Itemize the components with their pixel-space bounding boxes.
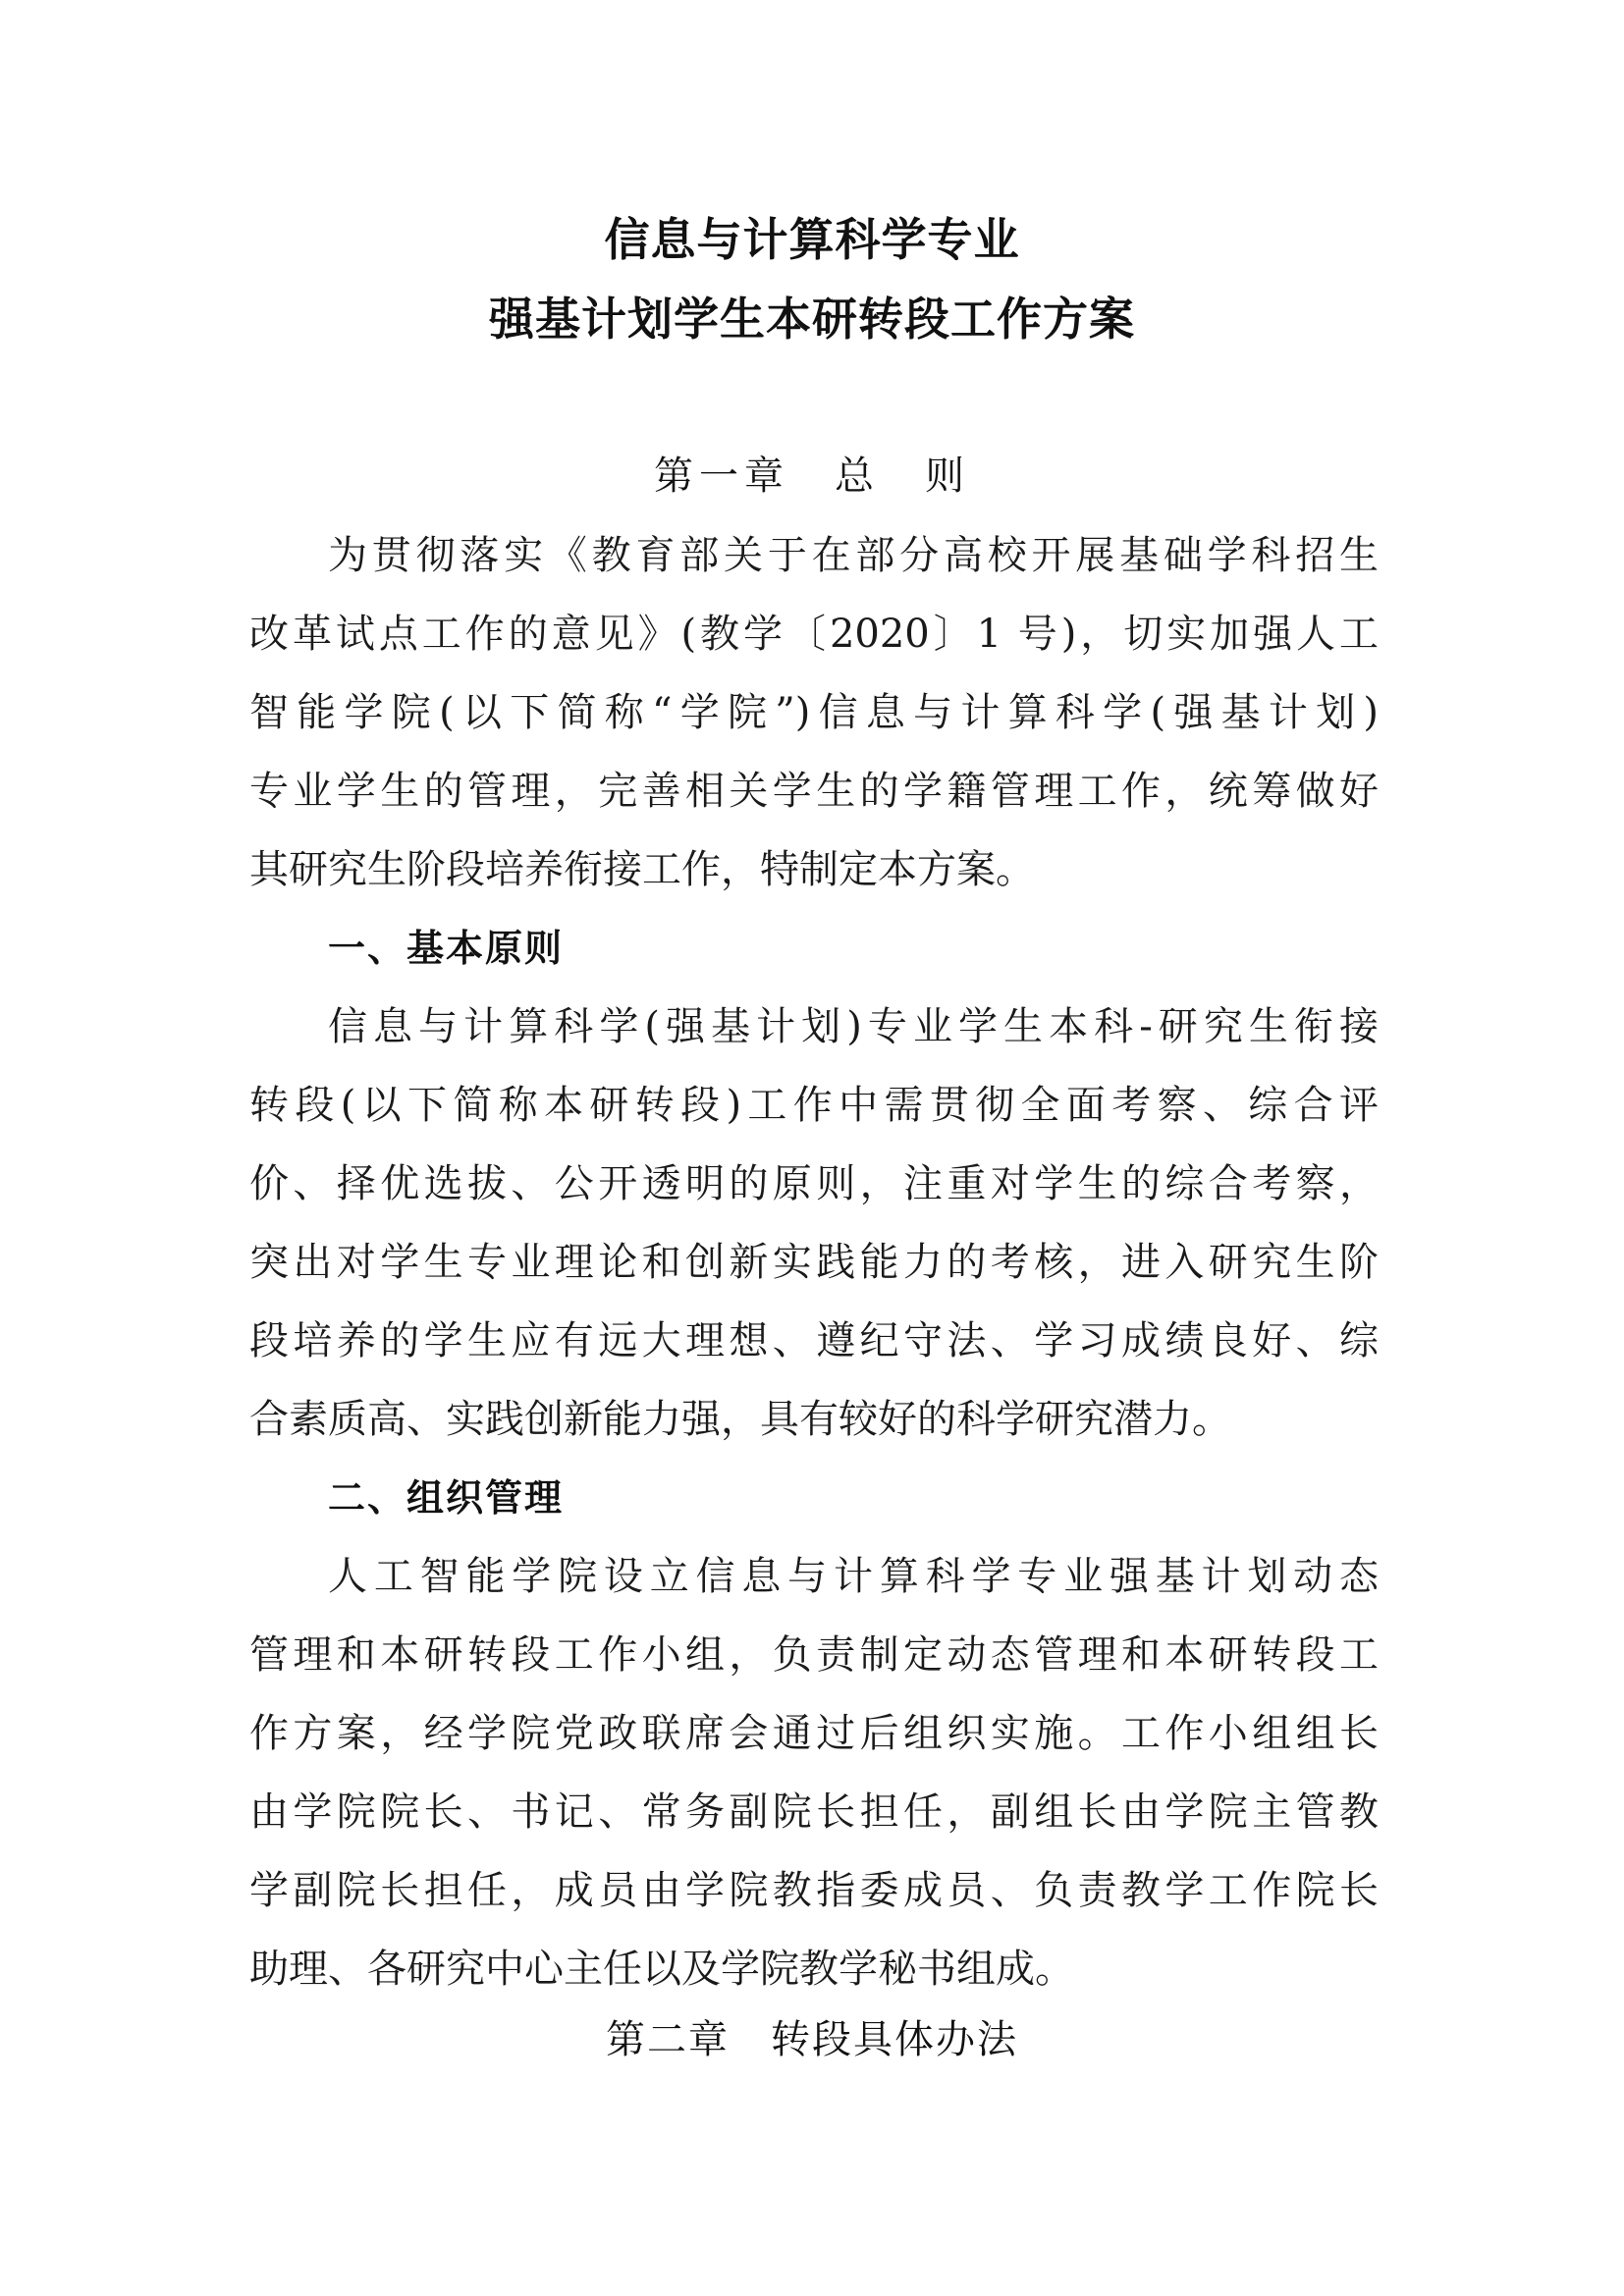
section-2-heading: 二、组织管理 (328, 1476, 565, 1520)
paragraph-2-line: 合素质高、实践创新能力强，具有较好的科学研究潜力。 (249, 1397, 1231, 1442)
paragraph-3-line: 学副院长担任，成员由学院教指委成员、负责教学工作院长 (249, 1868, 1379, 1913)
paragraph-2-line: 价、择优选拔、公开透明的原则，注重对学生的综合考察， (249, 1161, 1379, 1206)
paragraph-3-line: 人工智能学院设立信息与计算科学专业强基计划动态 (328, 1554, 1379, 1599)
paragraph-1-line: 其研究生阶段培养衔接工作，特制定本方案。 (249, 847, 1035, 892)
paragraph-2-line: 突出对学生专业理论和创新实践能力的考核，进入研究生阶 (249, 1240, 1379, 1285)
paragraph-2-line: 段培养的学生应有远大理想、遵纪守法、学习成绩良好、综 (249, 1318, 1379, 1363)
document-title-line-1: 信息与计算科学专业 (604, 213, 1020, 266)
paragraph-1-line: 智能学院(以下简称“学院”)信息与计算科学(强基计划) (249, 690, 1379, 735)
paragraph-3-line: 助理、各研究中心主任以及学院教学秘书组成。 (249, 1947, 1074, 1992)
document-title-line-2: 强基计划学生本研转段工作方案 (489, 293, 1135, 346)
paragraph-3-line: 作方案，经学院党政联席会通过后组织实施。工作小组组长 (249, 1711, 1379, 1756)
paragraph-2-line: 转段(以下简称本研转段)工作中需贯彻全面考察、综合评 (249, 1083, 1379, 1128)
chapter-1-heading: 第一章 总 则 (654, 454, 970, 499)
paragraph-2-line: 信息与计算科学(强基计划)专业学生本科-研究生衔接 (328, 1004, 1379, 1049)
chapter-2-heading: 第二章 转段具体办法 (606, 2017, 1018, 2062)
section-1-heading: 一、基本原则 (328, 927, 565, 970)
paragraph-3-line: 由学院院长、书记、常务副院长担任，副组长由学院主管教 (249, 1789, 1379, 1835)
paragraph-3-line: 管理和本研转段工作小组，负责制定动态管理和本研转段工 (249, 1632, 1379, 1678)
paragraph-1-line: 为贯彻落实《教育部关于在部分高校开展基础学科招生 (328, 533, 1379, 578)
paragraph-1-line: 改革试点工作的意见》(教学〔2020〕1 号)，切实加强人工 (249, 612, 1379, 657)
paragraph-1-line: 专业学生的管理，完善相关学生的学籍管理工作，统筹做好 (249, 769, 1379, 814)
